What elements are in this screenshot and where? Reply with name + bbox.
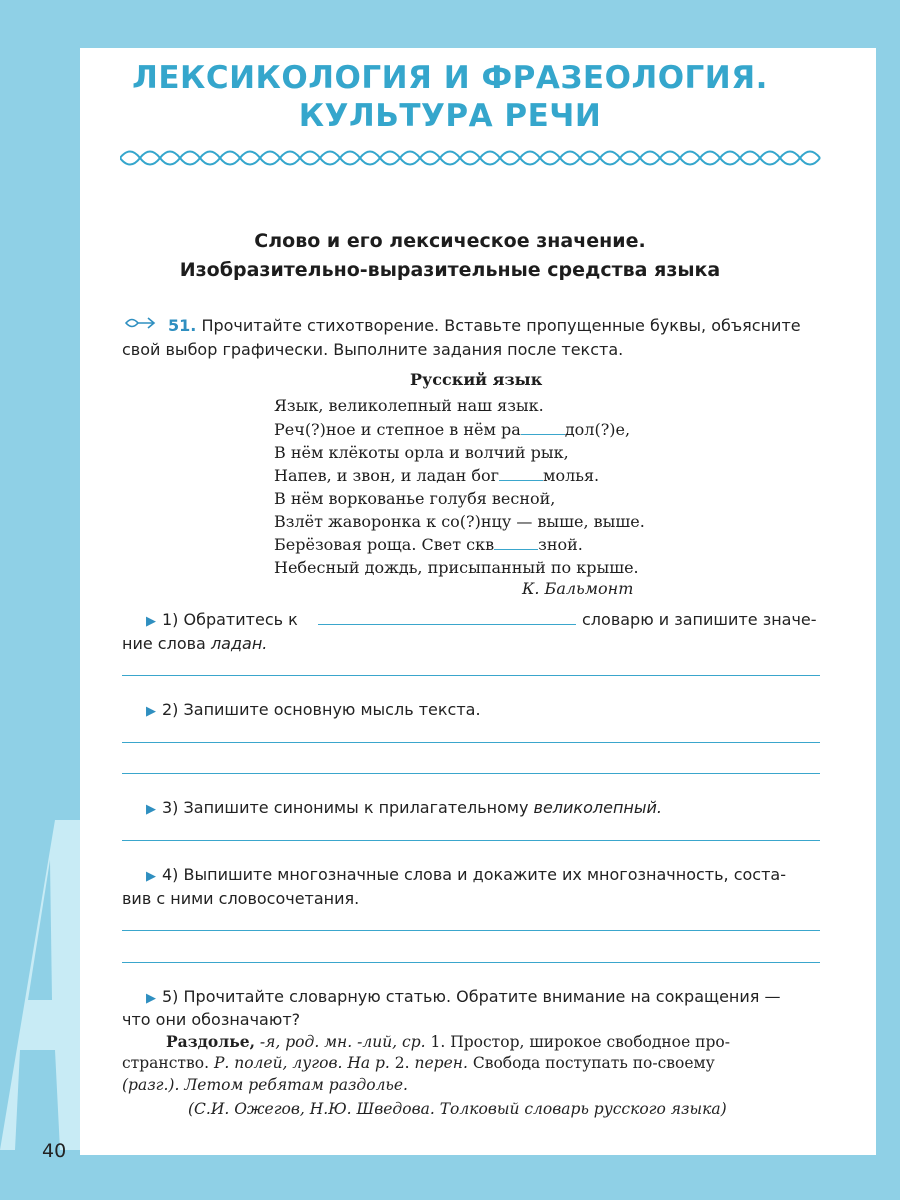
task-1-line1-end: словарю и запишите значе- <box>582 610 817 629</box>
triangle-right-icon: ▶ <box>146 704 156 719</box>
exercise-number: 51. <box>168 316 197 335</box>
chapter-title-line2: КУЛЬТУРА РЕЧИ <box>298 98 602 134</box>
poem-line: Язык, великолепный наш язык. <box>274 396 544 415</box>
poem-line: В нём клёкоты орла и волчий рык, <box>274 443 569 462</box>
answer-line[interactable] <box>122 675 820 676</box>
exercise-line2: свой выбор графически. Выполните задания после текста. <box>122 340 624 359</box>
task-1-line2: ние слова ладан. <box>122 634 268 653</box>
chapter-title-line1: ЛЕКСИКОЛОГИЯ И ФРАЗЕОЛОГИЯ. <box>132 60 768 96</box>
frame-right <box>876 0 900 1200</box>
dictionary-type-field[interactable] <box>318 624 576 625</box>
frame-top <box>0 0 900 48</box>
dictionary-line3: (разг.). Летом ребятам раздолье. <box>122 1076 408 1094</box>
triangle-right-icon: ▶ <box>146 614 156 629</box>
triangle-right-icon: ▶ <box>146 991 156 1006</box>
decorative-letter-a <box>0 820 80 1150</box>
double-arrow-icon <box>124 316 156 330</box>
task-1-line1: ▶ 1) Обратитесь к <box>146 610 298 629</box>
answer-line[interactable] <box>122 962 820 963</box>
dictionary-source: (С.И. Ожегов, Н.Ю. Шведова. Толковый словарь русского языка) <box>188 1100 727 1118</box>
task-2: ▶ 2) Запишите основную мысль текста. <box>146 700 481 719</box>
page-number: 40 <box>42 1140 67 1162</box>
ornament-divider <box>120 145 825 171</box>
blank-field[interactable] <box>521 422 565 435</box>
task-3: ▶ 3) Запишите синонимы к прилагательному великолепный. <box>146 798 662 817</box>
section-title-line1: Слово и его лексическое значение. <box>254 230 646 252</box>
poem-line: Небесный дождь, присыпанный по крыше. <box>274 558 639 577</box>
task-4-line2: вив с ними словосочетания. <box>122 889 360 908</box>
task-5-line2: что они обозначают? <box>122 1010 301 1029</box>
poem-line: Напев, и звон, и ладан бог молья. <box>274 466 600 485</box>
poem-title: Русский язык <box>410 370 543 389</box>
poem-line: Взлёт жаворонка к со(?)нцу — выше, выше. <box>274 512 645 531</box>
poem-line: Реч(?)ное и степное в нём ра дол(?)е, <box>274 420 631 439</box>
poem-line: В нём воркованье голубя весной, <box>274 489 556 508</box>
triangle-right-icon: ▶ <box>146 802 156 817</box>
exercise-line1: 51. Прочитайте стихотворение. Вставьте пропущенные буквы, объясните <box>168 316 801 335</box>
task-4-line1: ▶ 4) Выпишите многозначные слова и докажите их многозначность, соста- <box>146 865 786 884</box>
blank-field[interactable] <box>499 468 543 481</box>
triangle-right-icon: ▶ <box>146 869 156 884</box>
frame-bottom <box>0 1155 900 1200</box>
dictionary-line1: Раздолье, -я, род. мн. -лий, ср. 1. Простор, широкое свободное про- <box>166 1032 730 1051</box>
section-title-line2: Изобразительно-выразительные средства языка <box>179 259 721 281</box>
answer-line[interactable] <box>122 773 820 774</box>
blank-field[interactable] <box>494 537 538 550</box>
dictionary-line2: странство. Р. полей, лугов. На р. 2. перен. Свобода поступать по-своему <box>122 1054 715 1072</box>
answer-line[interactable] <box>122 742 820 743</box>
answer-line[interactable] <box>122 930 820 931</box>
answer-line[interactable] <box>122 840 820 841</box>
poem-author: К. Бальмонт <box>522 579 634 598</box>
poem-line: Берёзовая роща. Свет скв зной. <box>274 535 583 554</box>
task-5-line1: ▶ 5) Прочитайте словарную статью. Обратите внимание на сокращения — <box>146 987 781 1006</box>
